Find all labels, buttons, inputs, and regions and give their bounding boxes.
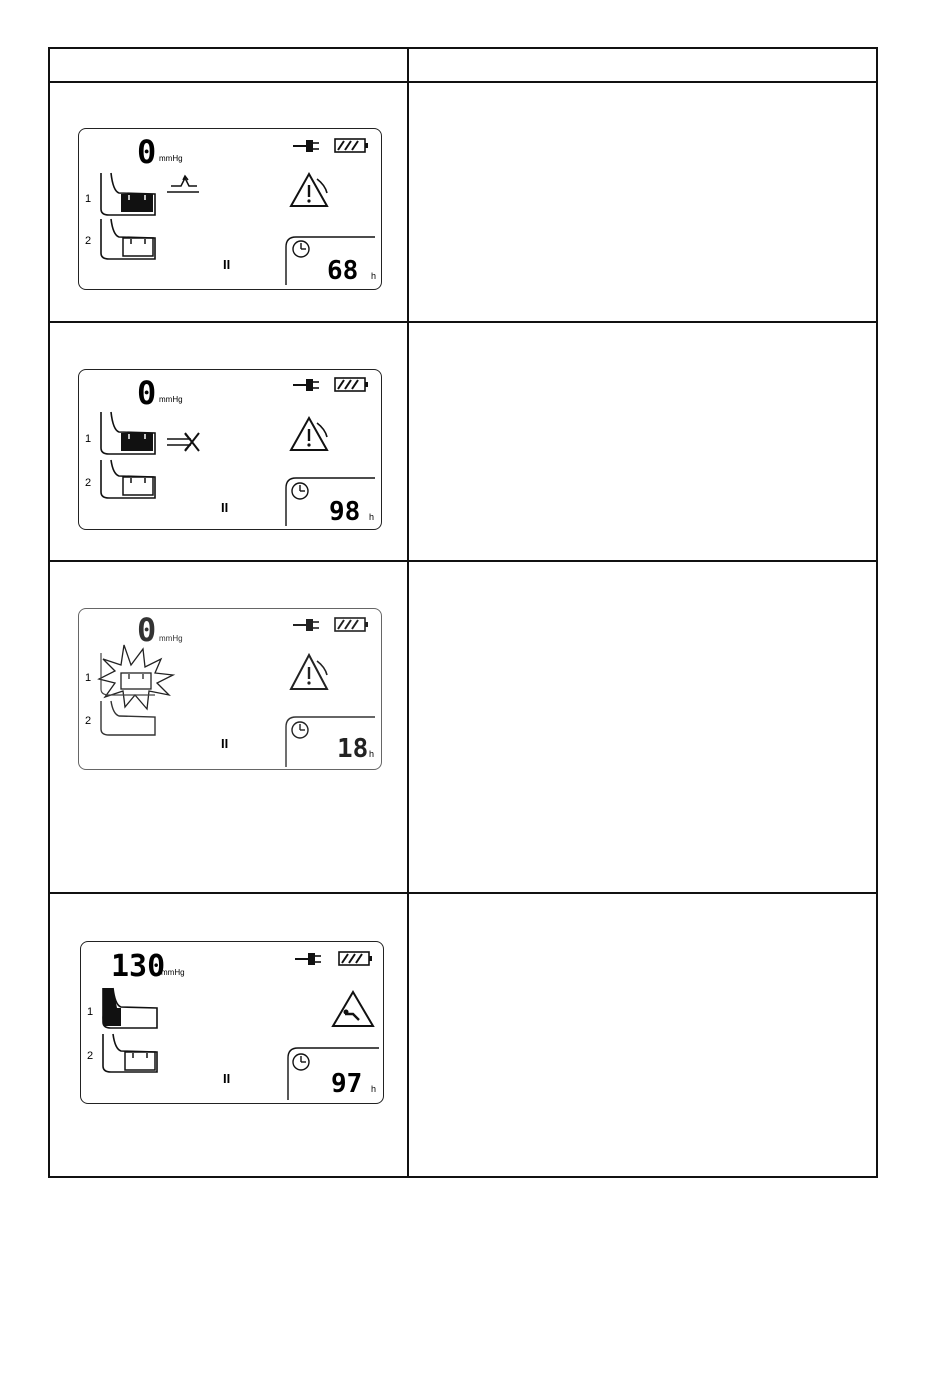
battery-icon — [335, 139, 368, 152]
lcd-drawing — [81, 942, 385, 1105]
pause-indicator: II — [221, 736, 229, 751]
clock-icon — [293, 1054, 309, 1070]
chamber-1-label: 1 — [85, 433, 92, 445]
plug-icon — [293, 379, 319, 391]
chamber-1-label: 1 — [85, 672, 92, 684]
pause-indicator: II — [223, 257, 231, 272]
kink-arrow-icon — [167, 176, 199, 192]
lcd-drawing — [79, 129, 383, 291]
pressure-unit: mmHg — [159, 395, 183, 404]
pressure-value: 130 — [111, 949, 166, 984]
hours-unit: h — [371, 271, 377, 281]
column-divider — [407, 49, 409, 1176]
chamber-2-label: 2 — [85, 235, 92, 247]
battery-icon — [335, 378, 368, 391]
battery-icon — [335, 618, 368, 631]
lcd-display — [80, 941, 384, 1104]
battery-icon — [339, 952, 372, 965]
clock-icon — [293, 241, 309, 257]
alarm-warning-icon — [291, 174, 327, 206]
pressure-unit: mmHg — [161, 968, 185, 977]
leg-foot-cuff-icon — [102, 988, 157, 1028]
plug-icon — [293, 619, 319, 631]
leg-cuff-2-icon — [103, 1034, 157, 1072]
row-divider — [50, 321, 876, 323]
chamber-2-label: 2 — [85, 715, 92, 727]
chamber-1-label: 1 — [87, 1006, 94, 1018]
row-divider — [50, 560, 876, 562]
clock-icon — [292, 722, 308, 738]
alarm-warning-icon — [291, 418, 327, 450]
status-table — [48, 47, 878, 1178]
lcd-display — [78, 128, 382, 290]
chamber-2-label: 2 — [85, 477, 92, 489]
hours-value: 97 — [331, 1069, 363, 1099]
leg-cuff-1-icon — [101, 412, 155, 454]
chamber-1-label: 1 — [85, 193, 92, 205]
hours-value: 18 — [337, 734, 369, 764]
plug-icon — [293, 140, 319, 152]
pressure-unit: mmHg — [159, 634, 183, 643]
header-divider — [50, 81, 876, 83]
pressure-value: 0 — [137, 374, 157, 412]
service-warning-icon — [333, 992, 373, 1026]
lcd-display — [78, 369, 382, 530]
pause-indicator: II — [223, 1071, 231, 1086]
row-divider — [50, 892, 876, 894]
chamber-2-label: 2 — [87, 1050, 94, 1062]
pressure-value: 0 — [137, 133, 157, 171]
alarm-warning-icon — [291, 655, 327, 689]
clock-icon — [292, 483, 308, 499]
no-flow-arrow-icon — [167, 433, 199, 451]
hours-value: 98 — [329, 497, 361, 527]
leg-cuff-2-icon — [101, 219, 155, 259]
pause-indicator: II — [221, 500, 229, 515]
hours-unit: h — [371, 1084, 377, 1094]
lcd-drawing — [79, 370, 383, 531]
hours-unit: h — [369, 512, 375, 522]
pressure-unit: mmHg — [159, 154, 183, 163]
leg-cuff-1-icon — [101, 173, 155, 215]
burst-icon — [99, 645, 173, 709]
pressure-value: 0 — [137, 611, 157, 649]
hours-value: 68 — [327, 256, 359, 286]
lcd-drawing — [79, 609, 383, 771]
leg-cuff-2-icon — [101, 460, 155, 498]
hours-unit: h — [369, 749, 375, 759]
plug-icon — [295, 953, 321, 965]
lcd-display — [78, 608, 382, 770]
